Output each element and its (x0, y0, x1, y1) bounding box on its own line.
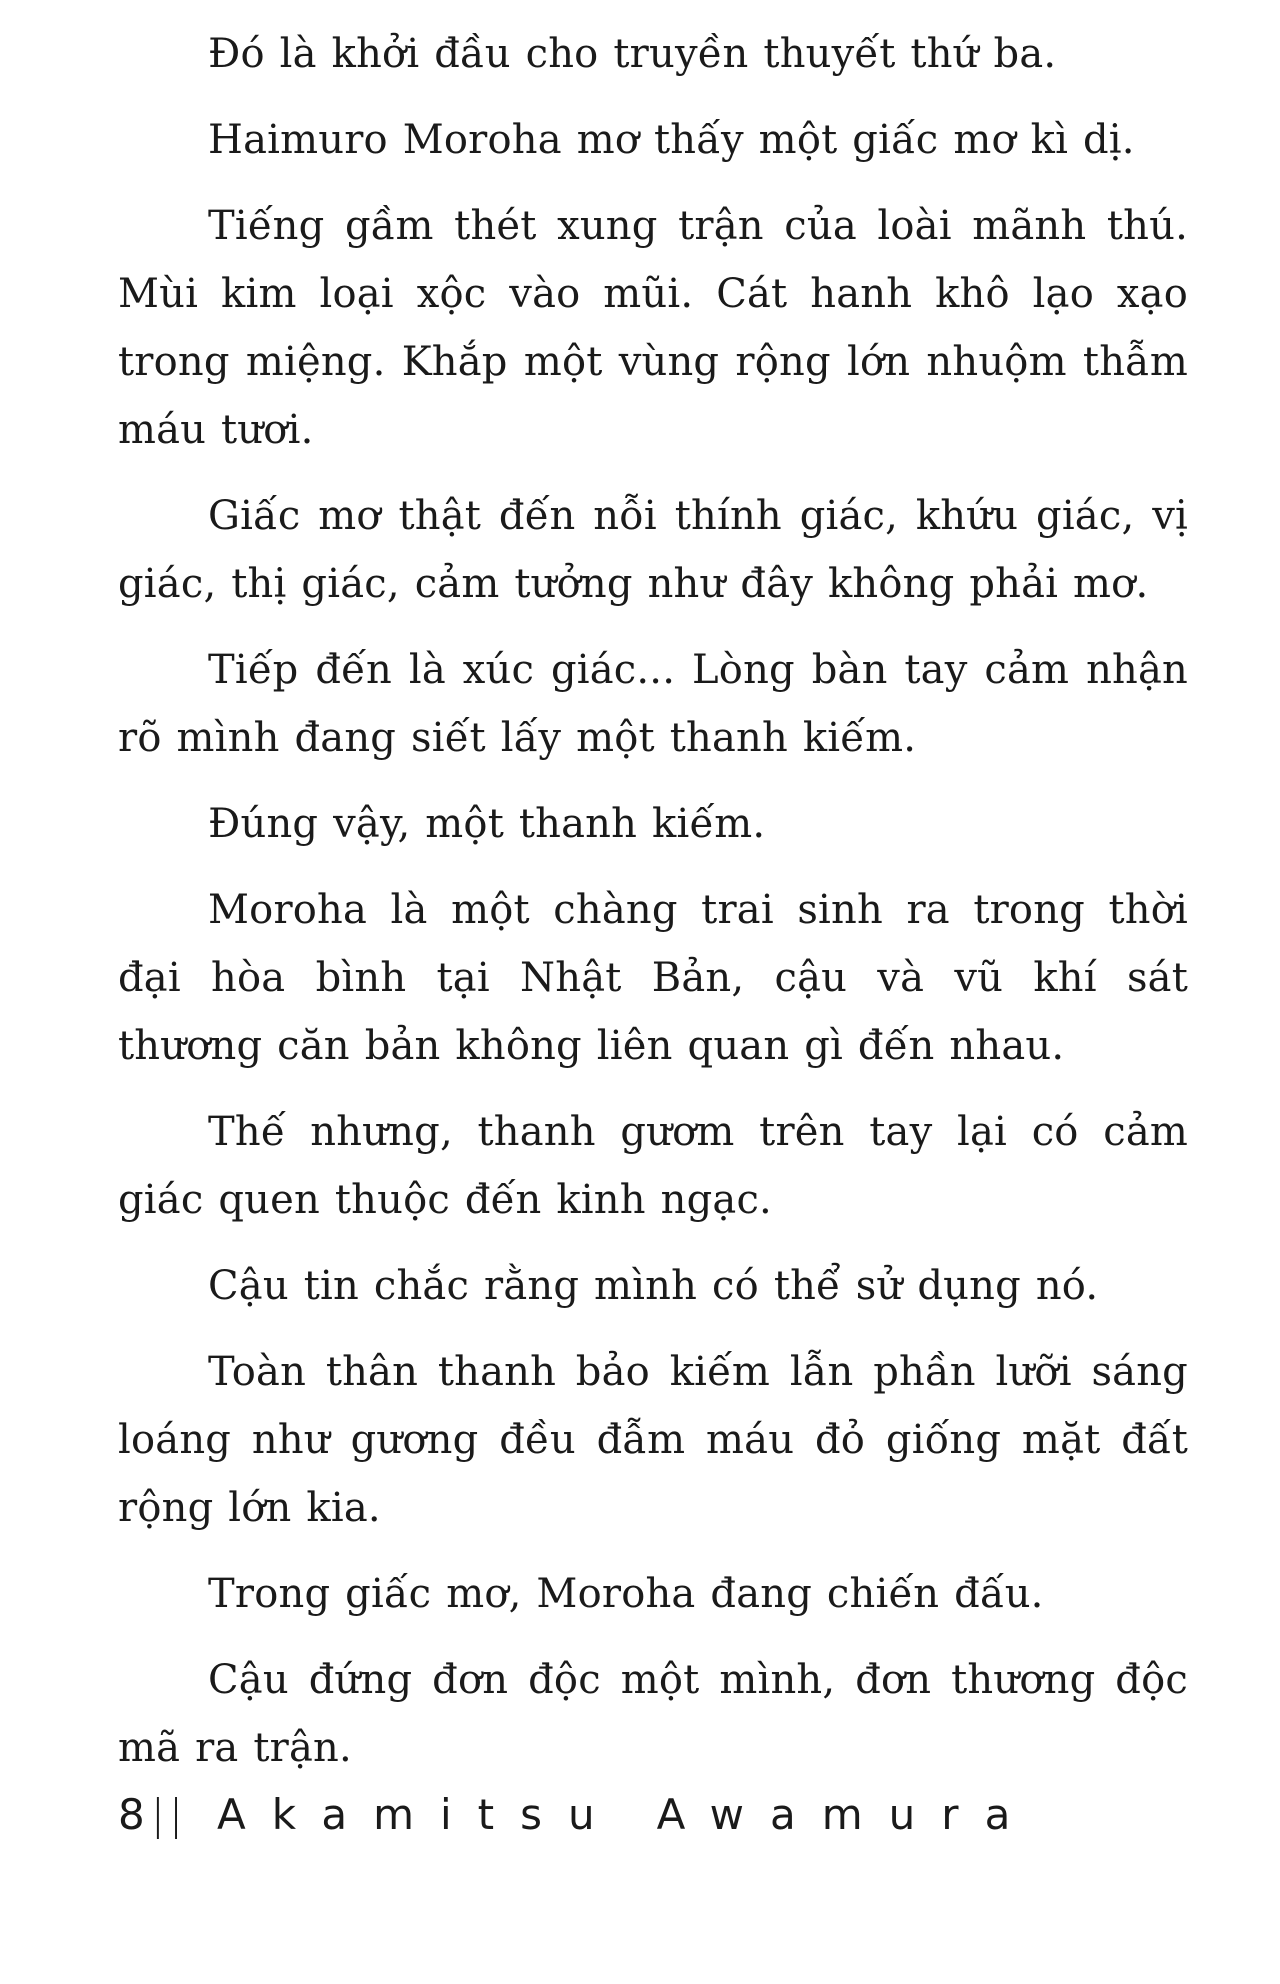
author-last-name: Awamura (656, 1790, 1037, 1839)
paragraph-3: Tiếng gầm thét xung trận của loài mãnh thú. Mùi kim loại xộc vào mũi. Cát hanh khô lạo xạo trong miệng. Khắp một vùng rộng lớn nhuộm thẫm máu tươi. (118, 203, 1188, 453)
paragraph-12: Cậu đứng đơn độc một mình, đơn thương độc mã ra trận. (118, 1657, 1188, 1771)
page-footer (118, 1790, 1036, 1839)
paragraph-5: Tiếp đến là xúc giác... Lòng bàn tay cảm nhận rõ mình đang siết lấy một thanh kiếm. (118, 647, 1188, 761)
author-first-name: Akamitsu (217, 1790, 621, 1839)
paragraph-9: Cậu tin chắc rằng mình có thể sử dụng nó. (208, 1263, 1099, 1309)
paragraph-4: Giấc mơ thật đến nỗi thính giác, khứu giác, vị giác, thị giác, cảm tưởng như đây không phải mơ. (118, 493, 1188, 607)
paragraph-6: Đúng vậy, một thanh kiếm. (208, 801, 766, 847)
paragraph-8: Thế nhưng, thanh gươm trên tay lại có cảm giác quen thuộc đến kinh ngạc. (118, 1109, 1188, 1223)
paragraph-10: Toàn thân thanh bảo kiếm lẫn phần lưỡi sáng loáng như gương đều đẫm máu đỏ giống mặt đất rộng lớn kia. (118, 1349, 1188, 1531)
paragraph-2: Haimuro Moroha mơ thấy một giấc mơ kì dị. (208, 117, 1135, 163)
footer-separator: || (150, 1790, 188, 1839)
paragraph-11: Trong giấc mơ, Moroha đang chiến đấu. (208, 1571, 1044, 1617)
page-number: 8 (118, 1790, 145, 1839)
paragraph-1: Đó là khởi đầu cho truyền thuyết thứ ba. (208, 31, 1057, 77)
body-text (118, 20, 1188, 1782)
paragraph-7: Moroha là một chàng trai sinh ra trong thời đại hòa bình tại Nhật Bản, cậu và vũ khí sát thương căn bản không liên quan gì đến nhau. (118, 887, 1188, 1069)
